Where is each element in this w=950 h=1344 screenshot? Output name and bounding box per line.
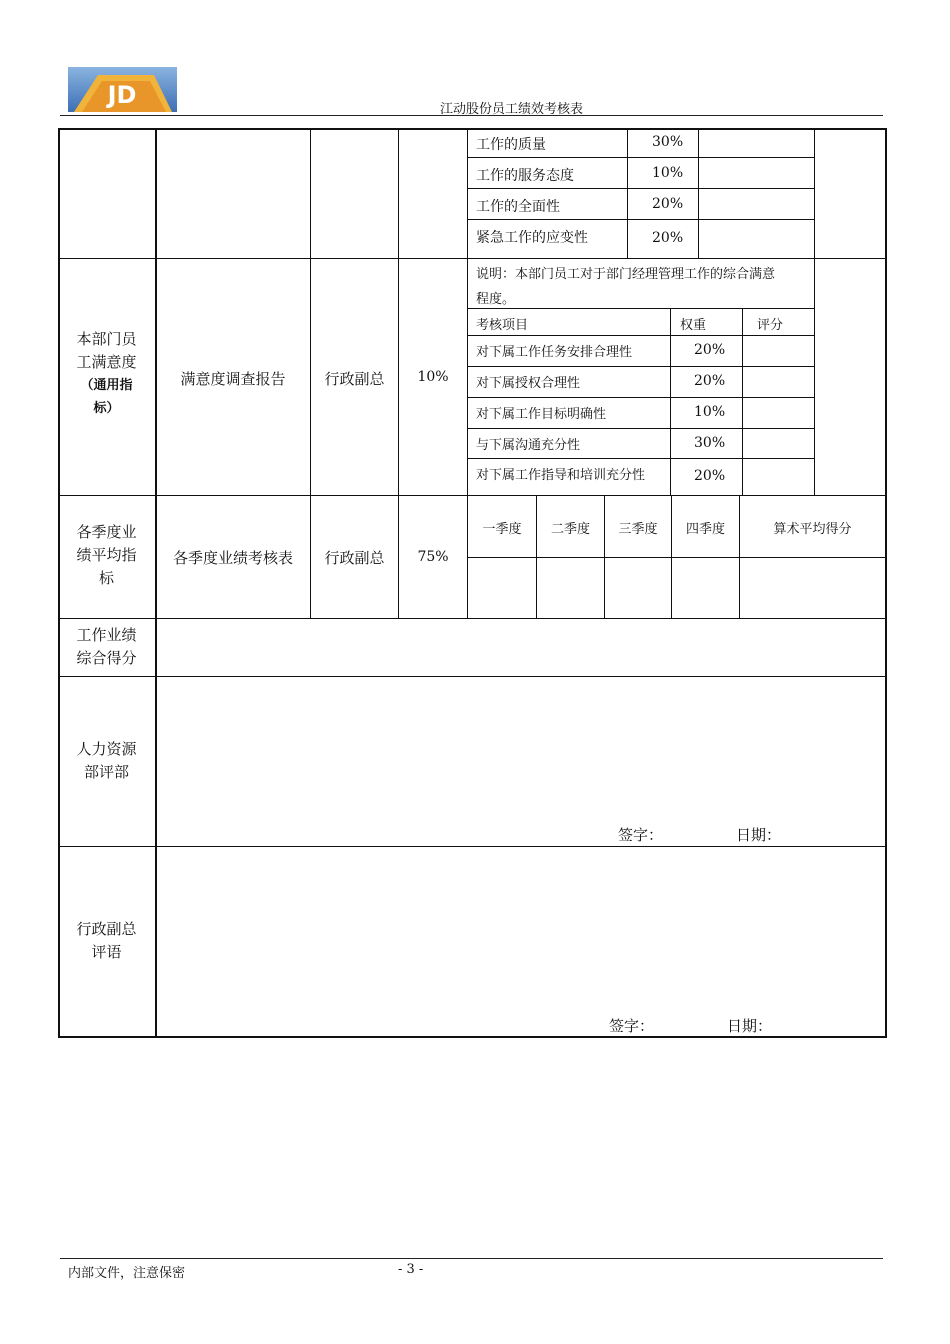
section-b-weight: 10% xyxy=(417,369,449,385)
quarter-3-header: 三季度 xyxy=(618,522,658,537)
average-score-header: 算术平均得分 xyxy=(773,522,852,537)
section-c-source: 各季度业绩考核表 xyxy=(172,549,293,567)
section-a-item-1: 工作的质量 xyxy=(476,137,546,153)
section-b-col-weight: 权重 xyxy=(680,318,707,333)
page-number: - 3 - xyxy=(398,1262,424,1277)
section-a-weight-2: 10% xyxy=(652,165,684,181)
section-f-label: 行政副总 评语 xyxy=(76,920,137,961)
section-a-item-2: 工作的服务态度 xyxy=(476,168,574,184)
section-b-note-line2: 程度。 xyxy=(476,292,516,307)
company-logo xyxy=(68,67,177,112)
svg-text:JD: JD xyxy=(107,81,137,109)
section-b-item-5: 对下属工作指导和培训充分性 xyxy=(476,468,646,483)
section-b-item-2: 对下属授权合理性 xyxy=(476,376,581,391)
section-d-label: 工作业绩 综合得分 xyxy=(76,626,137,667)
section-b-item-1: 对下属工作任务安排合理性 xyxy=(476,345,633,360)
section-a-weight-3: 20% xyxy=(652,196,684,212)
section-a-item-4: 紧急工作的应变性 xyxy=(476,230,588,246)
section-e-date-label: 日期： xyxy=(736,826,782,844)
section-f-sign-label: 签字： xyxy=(609,1017,655,1035)
section-a-weight-4: 20% xyxy=(652,230,684,246)
section-a-weight-1: 30% xyxy=(652,134,684,150)
section-b-note-line1: 说明：本部门员工对于部门经理管理工作的综合满意 xyxy=(476,267,776,282)
section-b-item-3: 对下属工作目标明确性 xyxy=(476,407,607,422)
section-c-weight: 75% xyxy=(417,549,449,565)
section-b-col-score: 评分 xyxy=(757,318,784,333)
section-b-weight-2: 20% xyxy=(694,373,726,389)
section-b-weight-4: 30% xyxy=(694,435,726,451)
section-b-label: 本部门员 工满意度 （通用指 标） xyxy=(76,330,137,416)
section-b-weight-3: 10% xyxy=(694,404,726,420)
document-title: 江动股份员工绩效考核表 xyxy=(440,102,584,117)
section-b-weight-5: 20% xyxy=(694,468,726,484)
section-e-sign-label: 签字： xyxy=(618,826,664,844)
quarter-2-header: 二季度 xyxy=(550,522,590,537)
footer-rule xyxy=(60,1258,883,1259)
quarter-1-header: 一季度 xyxy=(482,522,522,537)
quarter-4-header: 四季度 xyxy=(685,522,725,537)
footer-confidential-note: 内部文件，注意保密 xyxy=(68,1266,186,1281)
section-f-date-label: 日期： xyxy=(727,1017,773,1035)
section-b-source: 满意度调查报告 xyxy=(180,370,286,388)
section-e-label: 人力资源 部评部 xyxy=(76,740,137,781)
section-a-item-3: 工作的全面性 xyxy=(476,199,560,215)
section-b-weight-1: 20% xyxy=(694,342,726,358)
section-b-col-item: 考核项目 xyxy=(476,318,529,333)
section-b-assessor: 行政副总 xyxy=(324,370,385,388)
section-c-assessor: 行政副总 xyxy=(324,549,385,567)
section-c-label: 各季度业 绩平均指 标 xyxy=(76,523,137,587)
section-b-item-4: 与下属沟通充分性 xyxy=(476,438,581,453)
header-rule xyxy=(60,115,883,116)
